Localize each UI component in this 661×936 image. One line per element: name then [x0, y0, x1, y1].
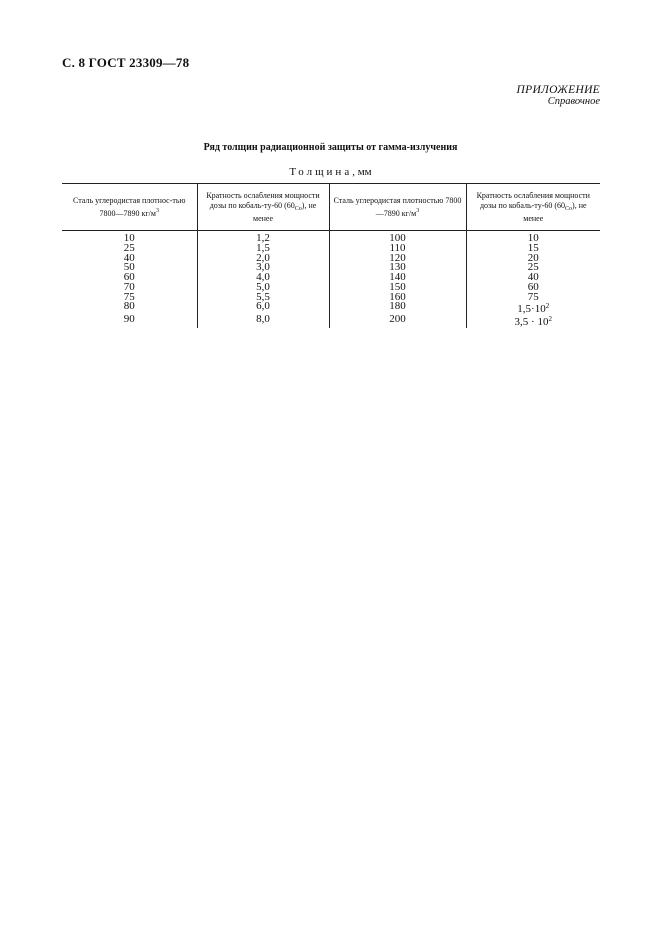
cell-thickness-2: 120 — [329, 254, 466, 264]
table-row — [62, 254, 600, 264]
cell-thickness: 10 — [123, 232, 135, 244]
cell-thickness-2: 180 — [329, 302, 466, 315]
header-steel-density: Сталь углеродистая плотнос-тью 7800—7890 $кг/м^3$ — [62, 184, 197, 231]
cell-ratio: 2,0 — [197, 254, 329, 264]
cell-thickness: 25 — [123, 241, 135, 254]
header-steel-density-2: Сталь углеродистая плотностью 7800—7890 $кг/м^3$ — [329, 184, 466, 231]
header-attenuation-ratio: Кратность ослабления мощности дозы по кобаль-ту-60 $(60_{Co})$, не менее — [197, 184, 329, 231]
header-attenuation-ratio-2: Кратность ослабления мощности дозы по кобаль-ту-60 $(60_{Co})$, не менее — [466, 184, 600, 231]
cell-thickness: 90 — [123, 313, 135, 325]
table-title: Ряд толщин радиационной защиты от гамма-излучения — [203, 142, 458, 153]
table-row — [62, 244, 600, 254]
cell-thickness: 70 — [123, 280, 135, 293]
table-row — [62, 263, 600, 273]
thickness-table — [62, 183, 600, 328]
cell-ratio-2: 15 — [466, 244, 600, 254]
cell-ratio-2: 60 — [466, 283, 600, 293]
cell-thickness: 40 — [123, 251, 135, 264]
cell-ratio-2: 25 — [466, 263, 600, 273]
appendix-title: ПРИЛОЖЕНИЕ — [516, 84, 600, 96]
cell-ratio-2: $3,5 \cdot 10^2$ — [466, 315, 600, 328]
cell-ratio: 6,0 — [197, 302, 329, 315]
cell-ratio-2: 75 — [466, 293, 600, 303]
cell-thickness-2: 140 — [329, 273, 466, 283]
cell-ratio-2: $1,5\cdot 10^2$ — [466, 302, 600, 315]
thickness-label: Толщина — [289, 166, 353, 178]
table-row — [62, 283, 600, 293]
cell-thickness-2: 110 — [329, 244, 466, 254]
cell-ratio: 4,0 — [197, 273, 329, 283]
appendix-subtitle: Справочное — [547, 96, 600, 107]
cell-ratio-2: 40 — [466, 273, 600, 283]
cell-ratio: 5,0 — [197, 283, 329, 293]
table-row — [62, 231, 600, 244]
table-row — [62, 273, 600, 283]
table-header-row — [62, 184, 600, 231]
cell-ratio: 3,0 — [197, 263, 329, 273]
cell-thickness: 75 — [123, 290, 135, 303]
cell-ratio: 1,2 — [197, 231, 329, 244]
cell-ratio: 8,0 — [197, 315, 329, 328]
cell-thickness: 50 — [123, 261, 135, 274]
thickness-caption — [0, 166, 661, 178]
page-header: С. 8 ГОСТ 23309—78 — [62, 55, 190, 70]
thickness-unit: , мм — [352, 166, 372, 178]
cell-thickness: 60 — [123, 271, 135, 283]
cell-thickness-2: 150 — [329, 283, 466, 293]
cell-ratio-2: 10 — [466, 231, 600, 244]
cell-thickness-2: 130 — [329, 263, 466, 273]
cell-thickness-2: 160 — [329, 293, 466, 303]
cell-ratio: 1,5 — [197, 244, 329, 254]
cell-thickness-2: 200 — [329, 315, 466, 328]
cell-ratio-2: 20 — [466, 254, 600, 264]
table-row — [62, 302, 600, 315]
table-row — [62, 315, 600, 328]
appendix-label — [517, 84, 600, 108]
cell-thickness-2: 100 — [329, 231, 466, 244]
table-row — [62, 293, 600, 303]
cell-thickness: 80 — [123, 300, 135, 313]
cell-ratio: 5,5 — [197, 293, 329, 303]
